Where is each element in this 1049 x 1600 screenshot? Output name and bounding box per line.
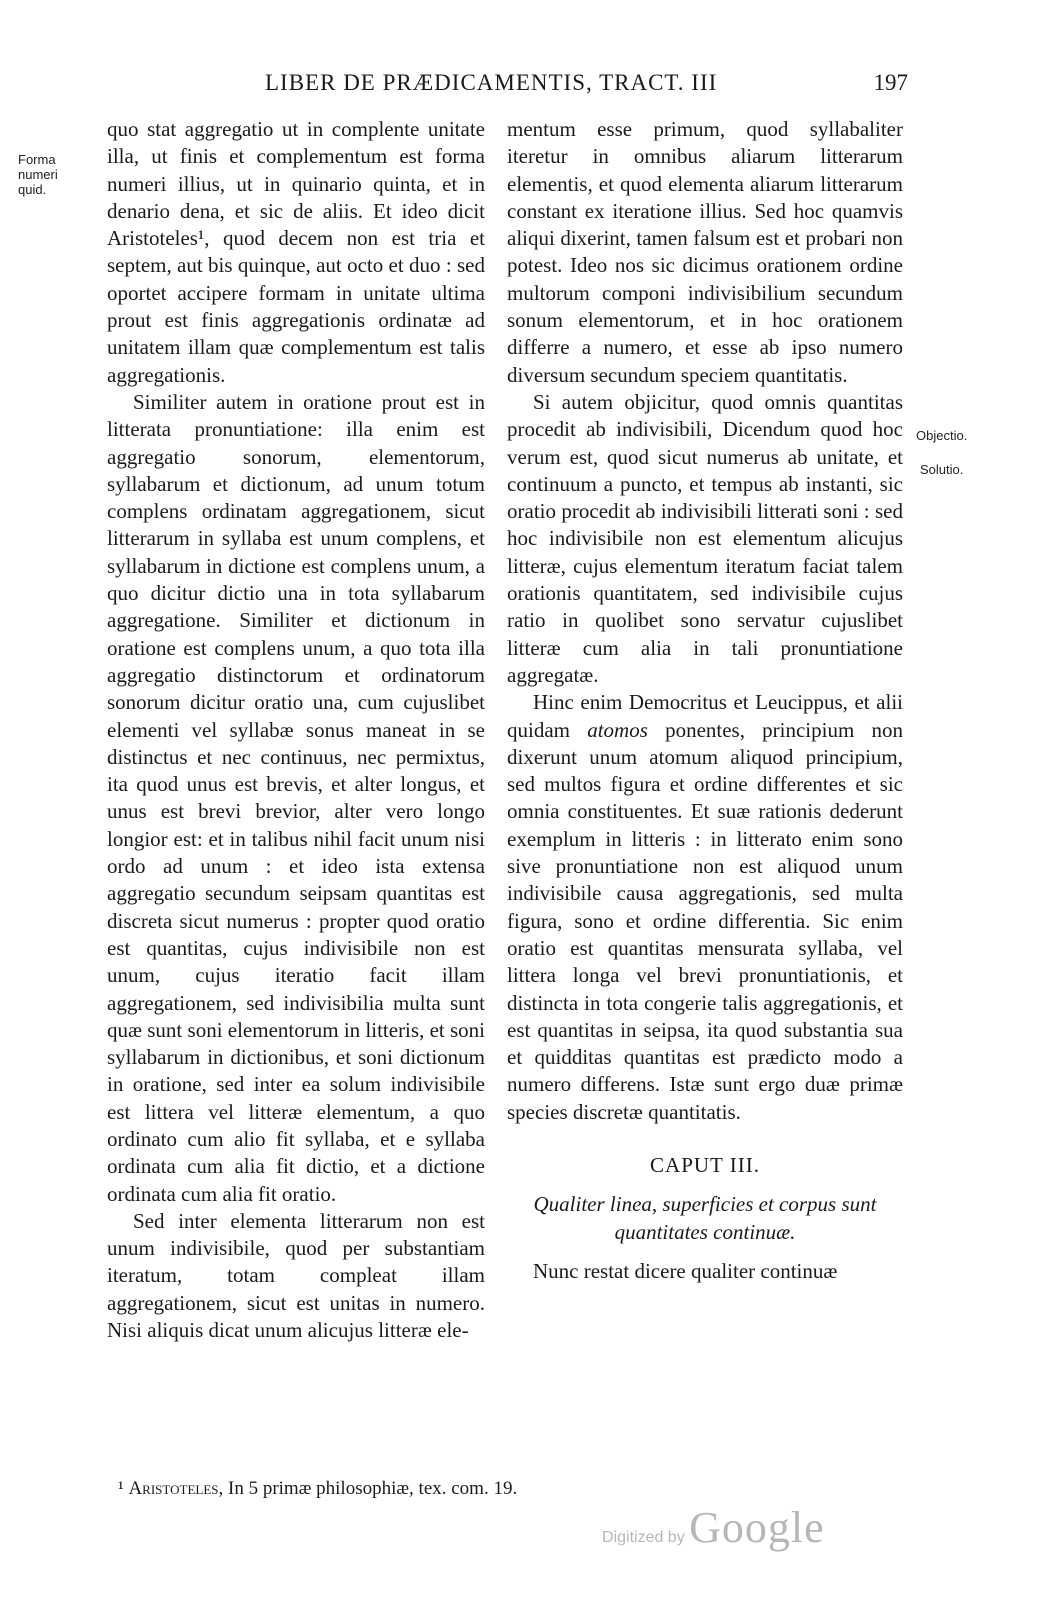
right-column [507,116,903,1285]
right-paragraph-3-rest: ponentes, principium non dixerunt unum atomum aliquod principium, sed multos figura et ordine differentes et sic omnia constituentes. Et suæ rationis dederunt exemplum in litteris : in litterato enim sono sive pronuntiatione non est aliquod unum indivisibile causa aggregationis, sed multa figura, sono et ordine differentia. Sic enim oratio est quantitas mensurata syllaba, vel littera longa vel brevi pronuntiationis, et distincta in tota congerie talis aggregationis, et est quantitas in seipsa, ita quod substantia sua et quidditas quantitas est prædicto modo a numero differens. Istæ sunt ergo duæ primæ species discretæ quantitatis. [507,717,903,1124]
atomos-term: atomos [587,717,648,742]
margin-note-objectio: Objectio. [916,428,968,443]
left-column [107,116,485,1344]
page-number: 197 [873,70,908,95]
footnote-marker: ¹ [118,1478,124,1499]
watermark-prefix: Digitized by [602,1529,685,1546]
right-paragraph-1: mentum esse primum, quod syllabaliter iteretur in omnibus aliarum litterarum elementis, et quod elementa aliarum litterarum constant ex iteratione illius. Sed hoc quamvis aliqui dixerint, tamen falsum est et probari non potest. Ideo nos sic dicimus orationem ordine multorum componi indivisibilium secundum sonum elementorum, et in hoc orationem differre a numero, et esse ab ipso numero diversum secundum speciem quantitatis. [507,117,903,387]
left-paragraph-3: Sed inter elementa litterarum non est unum indivisibile, quod per substantiam iteratum, totam compleat illam aggregationem, sicut est unitas in numero. Nisi aliquis dicat unum alicujus litteræ ele- [107,1208,485,1343]
right-paragraph-3-start: Hinc enim Democritus et Leucippus, et alii quidam [507,690,903,742]
running-head: LIBER DE PRÆDICAMENTIS, TRACT. III [265,70,718,95]
margin-note-forma-numeri: Forma numeri quid. [18,152,58,197]
left-paragraph-1: quo stat aggregatio ut in complente unitate illa, ut finis et complementum est forma numeri illius, ut in quinario quinta, et in denario dena, et sic de aliis. Et ideo dicit Aristoteles¹, quod decem non est tria et septem, aut bis quinque, aut octo et duo : sed oportet accipere formam in unitate ultima prout est finis aggregationis ordinatæ ad unitatem illam quæ complementum est talis aggregationis. [107,117,485,387]
digitized-watermark [602,1502,825,1553]
right-paragraph-3 [507,689,903,1126]
right-paragraph-2: Si autem objicitur, quod omnis quantitas procedit ab indivisibili, Dicendum quod hoc verum est, quod sicut numerus ab unitate, et continuum a puncto, et tempus ab instanti, sic oratio procedit ab indivisibili litterati soni : sed hoc indivisibile non est elementum alicujus litteræ, cujus elementum iteratum faciat talem orationis quantitatem, sed indivisibile cujus ratio in quolibet sono servatur cujuslibet litteræ cum alia in tali pronuntiatione aggregatæ. [507,389,903,687]
chapter-subtitle: Qualiter linea, superficies et corpus sunt quantitates continuæ. [533,1192,877,1244]
chapter-title: CAPUT III. [650,1152,760,1177]
right-paragraph-4: Nunc restat dicere qualiter continuæ [533,1258,838,1283]
google-logo: Google [689,1503,825,1552]
margin-note-solutio: Solutio. [920,462,964,477]
footnote-author: Aristoteles [128,1478,219,1499]
left-paragraph-2: Similiter autem in oratione prout est in litterata pronuntiatione: illa enim est aggregatio sonorum, elementorum, syllabarum et dictionum, ad unum totum complens ordinatam aggregationem, sicut litterarum in syllaba est unum complens, et syllabarum in dictione est complens unum, a quo dicitur dictio una in tota syllabarum aggregatione. Similiter et dictionum in oratione est complens unum, a quo tota illa aggregatio distinctorum et ordinatorum sonorum dicitur oratio una, cum cujuslibet elementi vel syllabæ sonus maneat in se distinctus et nec continuus, nec permixtus, ita quod unus est brevis, et alter longus, et unus est brevi brevior, alter vero longo longior est: et in talibus nihil facit unum nisi ordo ad unum : et ideo ista extensa aggregatio secundum seipsam quantitas est discreta sicut numerus : propter quod oratio est quantitas, cujus indivisibile non est unum, cujus iteratio facit illam aggregationem, sed indivisibilia multa sunt quæ sunt soni elementorum in litteris, et soni syllabarum in dictionibus, et soni dictionum in oratione, sed inter ea solum indivisibile est littera vel litteræ elementum, a quo ordinato cum alio fit syllaba, et e syllaba ordinata cum alia fit dictio, et a dictione ordinata cum alia fit oratio. [107,389,485,1206]
footnote-text: , In 5 primæ philosophiæ, tex. com. 19. [218,1478,518,1499]
footnote [118,1478,918,1500]
